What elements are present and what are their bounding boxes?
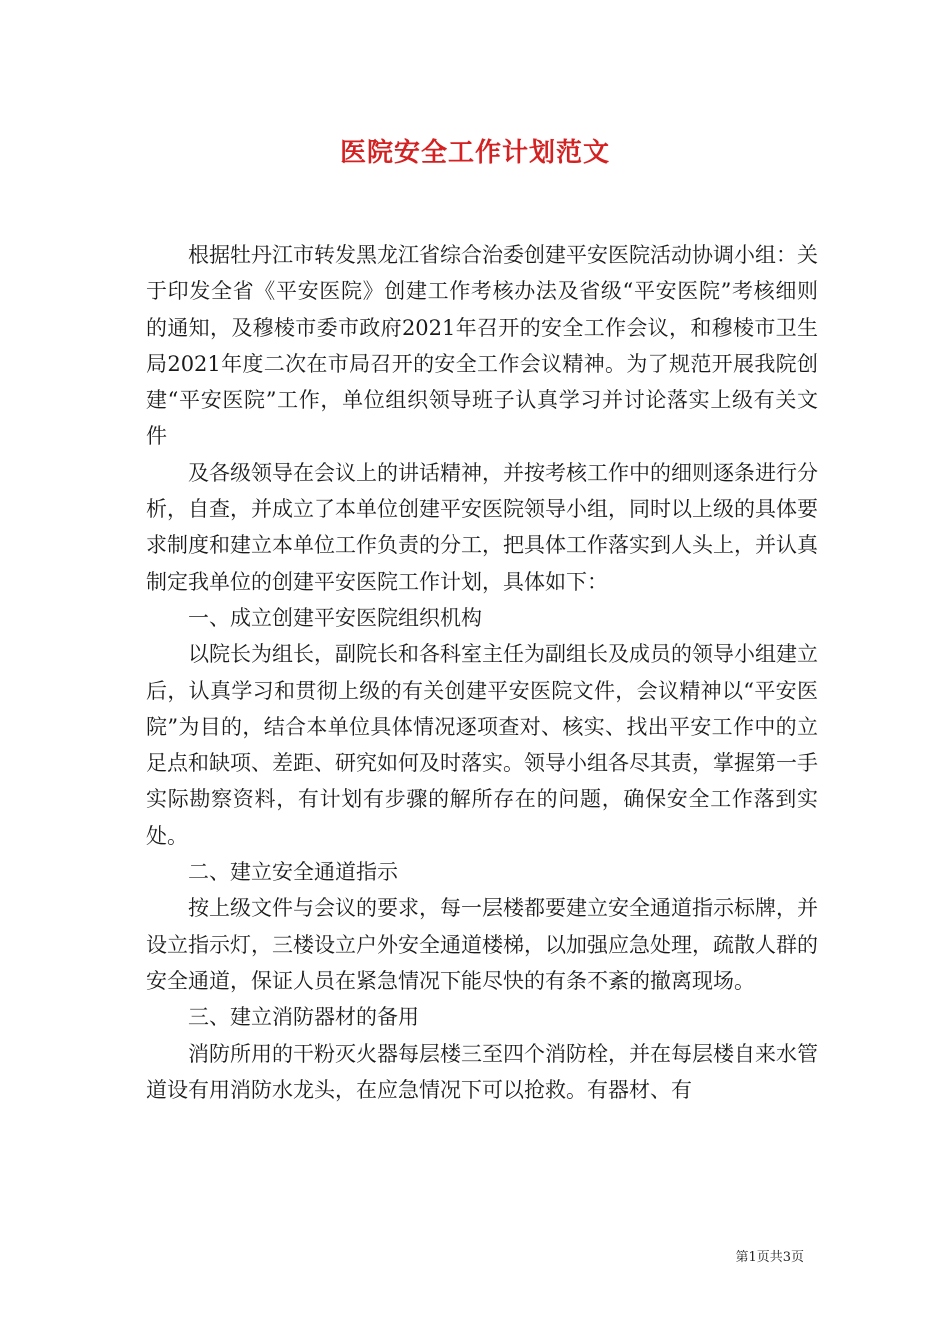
- paragraph: 以院长为组长，副院长和各科室主任为副组长及成员的领导小组建立后，认真学习和贯彻上级的有关创建平安医院文件，会议精神以“平安医院”为目的，结合本单位具体情况逐项查对、核实、找出平安工作中的立足点和缺项、差距、研究如何及时落实。领导小组各尽其责，掌握第一手实际勘察资料，有计划有步骤的解所存在的问题，确保安全工作落到实处。: [146, 642, 818, 848]
- paragraph: 根据牡丹江市转发黑龙江省综合治委创建平安医院活动协调小组：关于印发全省《平安医院》创建工作考核办法及省级“平安医院”考核细则的通知，及穆棱市委市政府2021年召开的安全工作会议，和穆棱市卫生局2021年度二次在市局召开的安全工作会议精神。为了规范开展我院创建“平安医院”工作，单位组织领导班子认真学习并讨论落实上级有关文件: [146, 243, 818, 449]
- paragraph: 消防所用的干粉灭火器每层楼三至四个消防栓，并在每层楼自来水管道设有用消防水龙头，在应急情况下可以抢救。有器材、有: [146, 1041, 818, 1102]
- section-heading: 三、建立消防器材的备用: [188, 1005, 419, 1030]
- paragraph: 按上级文件与会议的要求，每一层楼都要建立安全通道指示标牌，并设立指示灯，三楼设立户外安全通道楼梯，以加强应急处理，疏散人群的安全通道，保证人员在紧急情况下能尽快的有条不紊的撤离现场。: [146, 896, 818, 993]
- document-title: 医院安全工作计划范文: [339, 138, 610, 168]
- section-heading: 一、成立创建平安医院组织机构: [188, 605, 482, 630]
- section-heading: 二、建立安全通道指示: [188, 860, 398, 885]
- page-number: 第1页共3页: [735, 1250, 804, 1265]
- document-body: [146, 237, 818, 1108]
- paragraph: 及各级领导在会议上的讲话精神，并按考核工作中的细则逐条进行分析，自查，并成立了本单位创建平安医院领导小组，同时以上级的具体要求制度和建立本单位工作负责的分工，把具体工作落实到人头上，并认真制定我单位的创建平安医院工作计划，具体如下：: [146, 460, 818, 594]
